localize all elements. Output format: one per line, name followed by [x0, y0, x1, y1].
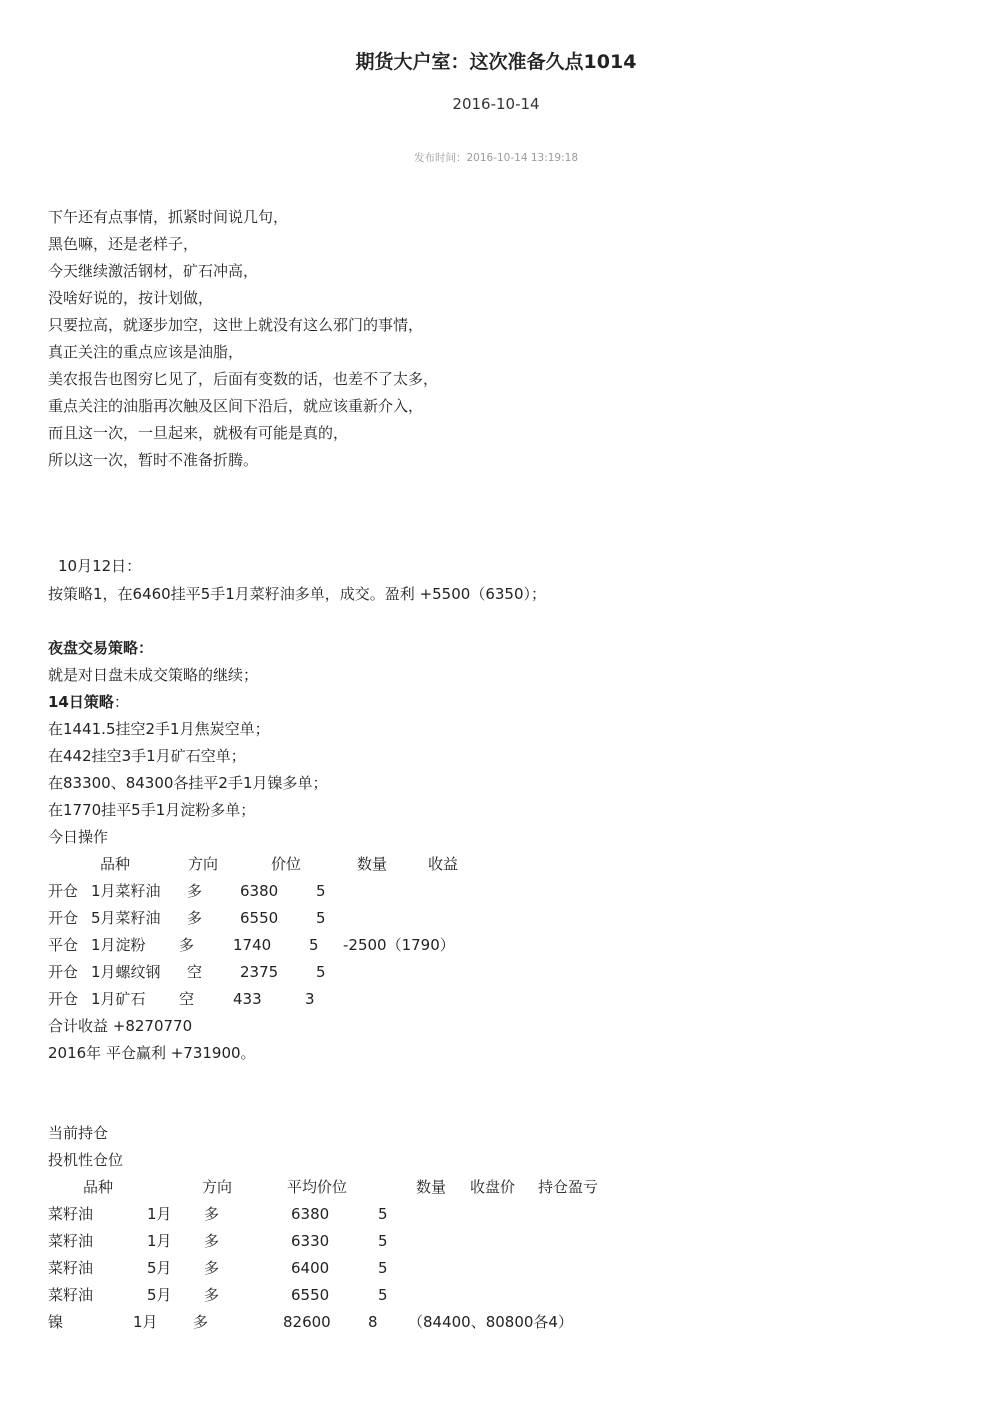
ops-cell: 5	[316, 882, 326, 900]
intro-line: 美农报告也图穷匕见了，后面有变数的话，也差不了太多，	[48, 370, 439, 388]
positions-col-header: 品种	[83, 1178, 114, 1196]
ops-cell: 5	[316, 963, 326, 981]
page-title: 期货大户室：这次准备久点1014	[355, 51, 637, 73]
ops-cell: 1月矿石	[91, 990, 146, 1008]
position-cell: 多	[204, 1232, 220, 1250]
ops-year-total: 2016年 平仓赢利 +731900。	[48, 1044, 256, 1062]
ops-cell: 多	[187, 882, 203, 900]
positions-col-header: 持仓盈亏	[538, 1178, 599, 1196]
position-cell: 5	[378, 1232, 388, 1250]
oct12-heading: 10月12日：	[58, 557, 142, 575]
position-cell: 菜籽油	[48, 1232, 94, 1250]
positions-heading: 当前持仓	[48, 1124, 109, 1142]
day14-heading	[48, 692, 129, 712]
day14-heading-num: 14	[48, 693, 69, 711]
position-cell: 5月	[147, 1259, 172, 1277]
intro-line: 真正关注的重点应该是油脂，	[48, 343, 244, 361]
ops-cell: 2375	[240, 963, 279, 981]
position-cell: 菜籽油	[48, 1286, 94, 1304]
position-cell: 多	[193, 1313, 209, 1331]
ops-cell: 开仓	[48, 882, 79, 900]
strategy-item: 在442挂空3手1月矿石空单；	[48, 747, 246, 765]
position-cell: 6330	[291, 1232, 330, 1250]
intro-line: 黑色嘛，还是老样子，	[48, 235, 199, 253]
intro-line: 重点关注的油脂再次触及区间下沿后，就应该重新介入，	[48, 397, 424, 415]
ops-cell: 平仓	[48, 936, 79, 954]
position-cell: 5	[378, 1286, 388, 1304]
ops-cell: 开仓	[48, 909, 79, 927]
positions-col-header: 平均价位	[287, 1178, 348, 1196]
position-cell: 6550	[291, 1286, 330, 1304]
ops-col-header: 品种	[100, 855, 131, 873]
position-cell: 5月	[147, 1286, 172, 1304]
ops-cell: 空	[179, 990, 195, 1008]
ops-cell: 1月螺纹钢	[91, 963, 161, 981]
ops-cell: 1月菜籽油	[91, 882, 161, 900]
day14-heading-label: 日策略	[68, 693, 114, 711]
position-cell: 多	[204, 1205, 220, 1223]
publish-time	[0, 150, 992, 165]
ops-cell: 多	[179, 936, 195, 954]
intro-line: 下午还有点事情，抓紧时间说几句，	[48, 208, 289, 226]
position-cell: 镍	[48, 1313, 64, 1331]
position-cell: 菜籽油	[48, 1205, 94, 1223]
position-cell: 1月	[133, 1313, 158, 1331]
intro-line: 所以这一次，暂时不准备折腾。	[48, 451, 259, 469]
intro-line: 今天继续激活钢材，矿石冲高，	[48, 262, 259, 280]
position-cell: 6380	[291, 1205, 330, 1223]
ops-cell: 6550	[240, 909, 279, 927]
position-cell: 菜籽油	[48, 1259, 94, 1277]
positions-col-header: 数量	[416, 1178, 447, 1196]
article-date: 2016-10-14	[452, 95, 540, 113]
strategy-item: 在83300、84300各挂平2手1月镍多单；	[48, 774, 328, 792]
position-cell: 8	[368, 1313, 378, 1331]
night-strategy-heading: 夜盘交易策略：	[48, 639, 154, 657]
strategy-item: 在1770挂平5手1月淀粉多单；	[48, 801, 256, 819]
ops-col-header: 方向	[188, 855, 219, 873]
ops-cell: 空	[187, 963, 203, 981]
position-cell: 82600	[283, 1313, 331, 1331]
ops-col-header: 收益	[428, 855, 459, 873]
ops-cell: 开仓	[48, 963, 79, 981]
ops-cell: 1740	[233, 936, 272, 954]
position-cell: 多	[204, 1259, 220, 1277]
strategy-item: 在1441.5挂空2手1月焦炭空单；	[48, 720, 270, 738]
positions-col-header: 收盘价	[470, 1178, 516, 1196]
ops-cell: 5	[309, 936, 319, 954]
ops-cell: 1月淀粉	[91, 936, 146, 954]
ops-cell: 多	[187, 909, 203, 927]
night-strategy-text: 就是对日盘未成交策略的继续；	[48, 666, 259, 684]
intro-line: 而且这一次，一旦起来，就极有可能是真的，	[48, 424, 349, 442]
ops-col-header: 数量	[357, 855, 388, 873]
day14-heading-colon: ：	[113, 693, 129, 711]
positions-col-header: 方向	[202, 1178, 233, 1196]
oct12-text: 按策略1，在6460挂平5手1月菜籽油多单，成交。盈利 +5500（6350）；	[48, 585, 546, 603]
position-cell: 5	[378, 1259, 388, 1277]
ops-cell: 3	[305, 990, 315, 1008]
ops-heading: 今日操作	[48, 828, 109, 846]
ops-cell: 开仓	[48, 990, 79, 1008]
ops-total: 合计收益 +8270770	[48, 1017, 193, 1035]
publish-label: 发布时间：	[413, 152, 467, 164]
positions-subheading: 投机性仓位	[48, 1151, 124, 1169]
position-cell: 多	[204, 1286, 220, 1304]
ops-cell: 433	[233, 990, 262, 1008]
position-cell: 5	[378, 1205, 388, 1223]
ops-cell: -2500（1790）	[343, 936, 455, 954]
ops-cell: 6380	[240, 882, 279, 900]
publish-time-value: 2016-10-14 13:19:18	[466, 152, 579, 164]
intro-line: 没啥好说的，按计划做，	[48, 289, 214, 307]
position-cell: 6400	[291, 1259, 330, 1277]
position-cell: 1月	[147, 1205, 172, 1223]
intro-line: 只要拉高，就逐步加空，这世上就没有这么邪门的事情，	[48, 316, 424, 334]
ops-cell: 5月菜籽油	[91, 909, 161, 927]
ops-cell: 5	[316, 909, 326, 927]
position-cell: （84400、80800各4）	[408, 1313, 573, 1331]
ops-col-header: 价位	[271, 855, 302, 873]
position-cell: 1月	[147, 1232, 172, 1250]
